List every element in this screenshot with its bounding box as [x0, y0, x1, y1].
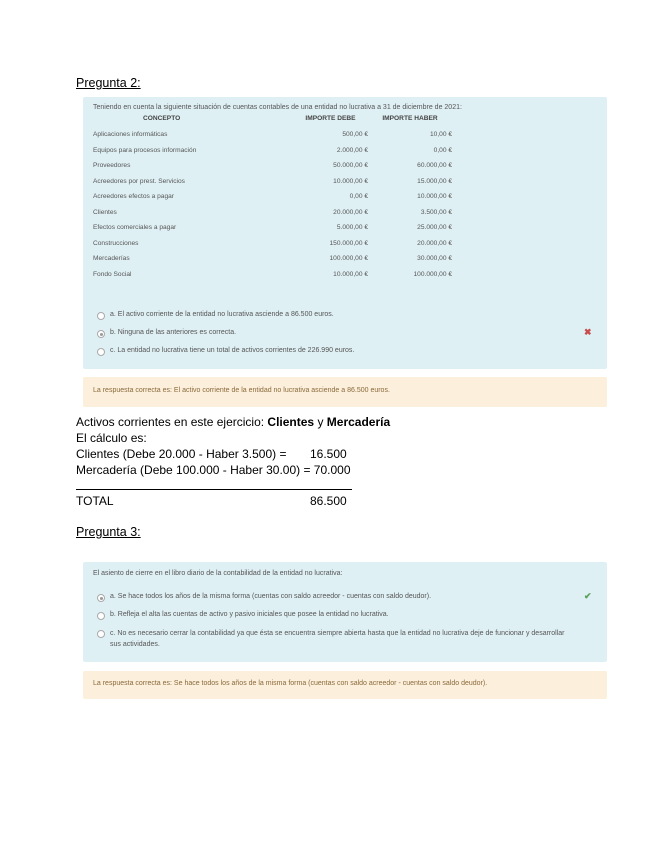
question-3-heading: Pregunta 3:	[76, 525, 141, 539]
feedback-text: La respuesta correcta es: El activo corriente de la entidad no lucrativa asciende a 86.500 euros.	[93, 387, 390, 394]
q2-option-b[interactable]	[97, 329, 236, 338]
cell-concept: Acreedores efectos a pagar	[93, 193, 175, 201]
radio-icon[interactable]	[97, 348, 105, 356]
table-row	[93, 251, 452, 267]
cell-concept: Clientes	[93, 208, 117, 216]
question-3-statement: El asiento de cierre en el libro diario de la contabilidad de la entidad no lucrativa:	[93, 570, 343, 577]
cell-concept: Acreedores por prest. Servicios	[93, 177, 185, 185]
clientes-value: 16.500	[310, 447, 347, 461]
cell-debe: 0,00 €	[349, 193, 368, 201]
radio-selected-icon[interactable]	[97, 330, 105, 338]
option-label: b. Refleja el alta las cuentas de activo y pasivo iniciales que posee la entidad no lucrativa.	[110, 611, 389, 618]
option-label: a. El activo corriente de la entidad no lucrativa asciende a 86.500 euros.	[110, 311, 334, 318]
question-3-box	[83, 562, 607, 662]
cell-haber: 100.000,00 €	[413, 270, 452, 278]
table-header-row	[93, 115, 452, 127]
explanation-clientes: Clientes	[267, 415, 315, 429]
table-row	[93, 236, 452, 252]
cell-concept: Proveedores	[93, 162, 131, 170]
accounts-table	[93, 115, 452, 282]
radio-icon[interactable]	[97, 312, 105, 320]
explanation-mercaderia: Mercadería	[326, 415, 391, 429]
header-concepto: CONCEPTO	[143, 115, 181, 122]
table-row	[93, 158, 452, 174]
total-row	[76, 494, 347, 508]
option-label: c. No es necesario cerrar la contabilidad ya que ésta se encuentra siempre abierta hasta que la entidad no lucrativa deje de funcionar y desarrollar sus actividades.	[110, 630, 565, 648]
explanation-line-2: El cálculo es:	[76, 431, 147, 445]
table-row	[93, 143, 452, 159]
table-row	[93, 220, 452, 236]
cell-concept: Efectos comerciales a pagar	[93, 224, 177, 232]
q3-option-b[interactable]	[97, 611, 577, 620]
table-row	[93, 127, 452, 143]
cell-haber: 10,00 €	[430, 131, 452, 139]
cell-concept: Mercaderías	[93, 255, 130, 263]
question-2-feedback	[83, 377, 607, 407]
correct-icon: ✔	[584, 591, 592, 601]
explanation-line-3	[76, 447, 347, 461]
sum-divider	[76, 489, 352, 490]
table-row	[93, 267, 452, 283]
question-2-heading: Pregunta 2:	[76, 76, 141, 90]
explanation-prefix: Activos corrientes en este ejercicio:	[76, 415, 268, 429]
cell-debe: 2.000,00 €	[336, 146, 368, 154]
question-2-statement: Teniendo en cuenta la siguiente situación de cuentas contables de una entidad no lucrativa a 31 de diciembre de 2021:	[93, 104, 462, 111]
cell-concept: Equipos para procesos información	[93, 146, 197, 154]
feedback-text: La respuesta correcta es: Se hace todos los años de la misma forma (cuentas con saldo acreedor - cuentas con saldo deudor).	[93, 680, 488, 687]
q2-option-c[interactable]	[97, 347, 354, 356]
cell-debe: 150.000,00 €	[329, 239, 368, 247]
explanation-line-1	[76, 415, 390, 429]
cell-debe: 20.000,00 €	[333, 208, 368, 216]
option-label: c. La entidad no lucrativa tiene un total de activos corrientes de 226.990 euros.	[110, 347, 355, 354]
cell-haber: 30.000,00 €	[417, 255, 452, 263]
cell-haber: 3.500,00 €	[420, 208, 452, 216]
cell-debe: 10.000,00 €	[333, 270, 368, 278]
cell-debe: 50.000,00 €	[333, 162, 368, 170]
cell-debe: 100.000,00 €	[329, 255, 368, 263]
question-2-box	[83, 97, 607, 369]
radio-selected-icon[interactable]	[97, 594, 105, 602]
cell-debe: 500,00 €	[342, 131, 368, 139]
radio-icon[interactable]	[97, 630, 105, 638]
cell-haber: 25.000,00 €	[417, 224, 452, 232]
q3-option-c[interactable]	[97, 629, 577, 650]
table-row	[93, 174, 452, 190]
total-value: 86.500	[310, 494, 347, 508]
header-importe-debe: IMPORTE DEBE	[305, 115, 356, 122]
q2-option-a[interactable]	[97, 311, 334, 320]
cell-haber: 15.000,00 €	[417, 177, 452, 185]
radio-icon[interactable]	[97, 612, 105, 620]
cell-haber: 20.000,00 €	[417, 239, 452, 247]
cell-debe: 10.000,00 €	[333, 177, 368, 185]
cell-concept: Fondo Social	[93, 270, 132, 278]
cell-concept: Aplicaciones informáticas	[93, 131, 168, 139]
option-label: a. Se hace todos los años de la misma forma (cuentas con saldo acreedor - cuentas con saldo deudor).	[110, 593, 432, 600]
q3-option-a[interactable]	[97, 593, 577, 602]
cell-concept: Construcciones	[93, 239, 139, 247]
header-importe-haber: IMPORTE HABER	[382, 115, 438, 122]
incorrect-icon: ✖	[584, 327, 592, 337]
table-row	[93, 189, 452, 205]
cell-haber: 0,00 €	[433, 146, 452, 154]
total-label: TOTAL	[76, 494, 114, 508]
cell-debe: 5.000,00 €	[336, 224, 368, 232]
table-row	[93, 205, 452, 221]
option-label: b. Ninguna de las anteriores es correcta.	[110, 329, 237, 336]
explanation-line-4: Mercadería (Debe 100.000 - Haber 30.00) = 70.000	[76, 463, 351, 477]
cell-haber: 60.000,00 €	[417, 162, 452, 170]
cell-haber: 10.000,00 €	[417, 193, 452, 201]
explanation-conjunction: y	[314, 415, 327, 429]
clientes-calc: Clientes (Debe 20.000 - Haber 3.500) =	[76, 447, 287, 461]
question-3-feedback	[83, 671, 607, 699]
